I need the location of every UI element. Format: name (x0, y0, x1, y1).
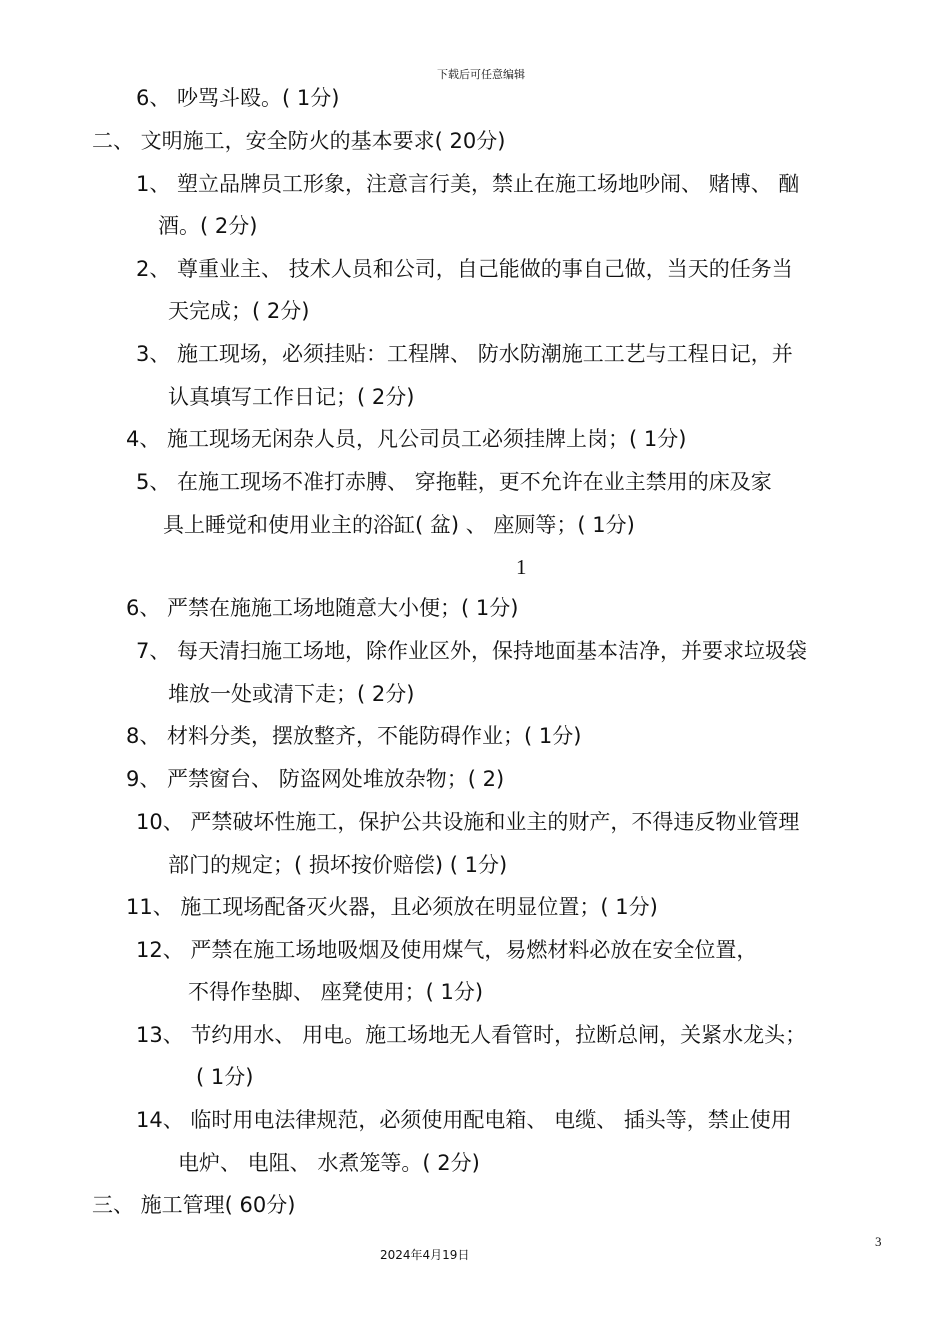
item-1-line-2: 酒。( 2分) (158, 214, 258, 238)
item-12-line-2: 不得作垫脚、 座凳使用；( 1分) (188, 980, 484, 1004)
page-header: 下载后可任意编辑 (437, 68, 525, 81)
item-12-line-1: 12、 严禁在施工场地吸烟及使用煤气，易燃材料必放在安全位置， (136, 938, 758, 962)
item-10-line-1: 10、 严禁破坏性施工，保护公共设施和业主的财产，不得违反物业管理 (136, 810, 800, 834)
item-8: 8、 材料分类，摆放整齐，不能防碍作业；( 1分) (126, 724, 582, 748)
item-2-line-2: 天完成；( 2分) (168, 299, 310, 323)
item-1-line-1: 1、 塑立品牌员工形象，注意言行美，禁止在施工场地吵闹、 赌博、 酗 (136, 172, 800, 196)
footer-date: 2024年4月19日 (380, 1248, 470, 1262)
item-4: 4、 施工现场无闲杂人员，凡公司员工必须挂牌上岗；( 1分) (126, 427, 687, 451)
item-14-line-2: 电炉、 电阻、 水煮笼等。( 2分) (178, 1151, 480, 1175)
item-10-line-2: 部门的规定；( 损坏按价赔偿) ( 1分) (168, 853, 508, 877)
inner-page-number: 1 (516, 555, 527, 579)
item-7-line-1: 7、 每天清扫施工场地，除作业区外，保持地面基本洁净，并要求垃圾袋 (136, 639, 808, 663)
item-14-line-1: 14、 临时用电法律规范，必须使用配电箱、 电缆、 插头等，禁止使用 (136, 1108, 792, 1132)
item-11: 11、 施工现场配备灭火器，且必须放在明显位置；( 1分) (126, 895, 658, 919)
section-2-heading: 二、 文明施工，安全防火的基本要求( 20分) (92, 129, 506, 153)
page-number: 3 (875, 1234, 882, 1249)
line-6-fighting: 6、 吵骂斗殴。( 1分) (136, 86, 340, 110)
item-7-line-2: 堆放一处或清下走；( 2分) (168, 682, 415, 706)
item-3-line-2: 认真填写工作日记；( 2分) (168, 385, 415, 409)
item-13-line-1: 13、 节约用水、 用电。施工场地无人看管时，拉断总闸，关紧水龙头； (136, 1023, 807, 1047)
item-2-line-1: 2、 尊重业主、 技术人员和公司，自己能做的事自己做，当天的任务当 (136, 257, 793, 281)
item-9: 9、 严禁窗台、 防盗网处堆放杂物；( 2) (126, 767, 505, 791)
item-5-line-2: 具上睡觉和使用业主的浴缸( 盆) 、 座厕等；( 1分) (163, 513, 635, 537)
section-3-heading: 三、 施工管理( 60分) (92, 1193, 296, 1217)
item-5-line-1: 5、 在施工现场不准打赤膊、 穿拖鞋，更不允许在业主禁用的床及家 (136, 470, 772, 494)
item-13-line-2: ( 1分) (196, 1065, 254, 1089)
item-3-line-1: 3、 施工现场，必须挂贴：工程牌、 防水防潮施工工艺与工程日记，并 (136, 342, 793, 366)
item-6: 6、 严禁在施施工场地随意大小便；( 1分) (126, 596, 519, 620)
